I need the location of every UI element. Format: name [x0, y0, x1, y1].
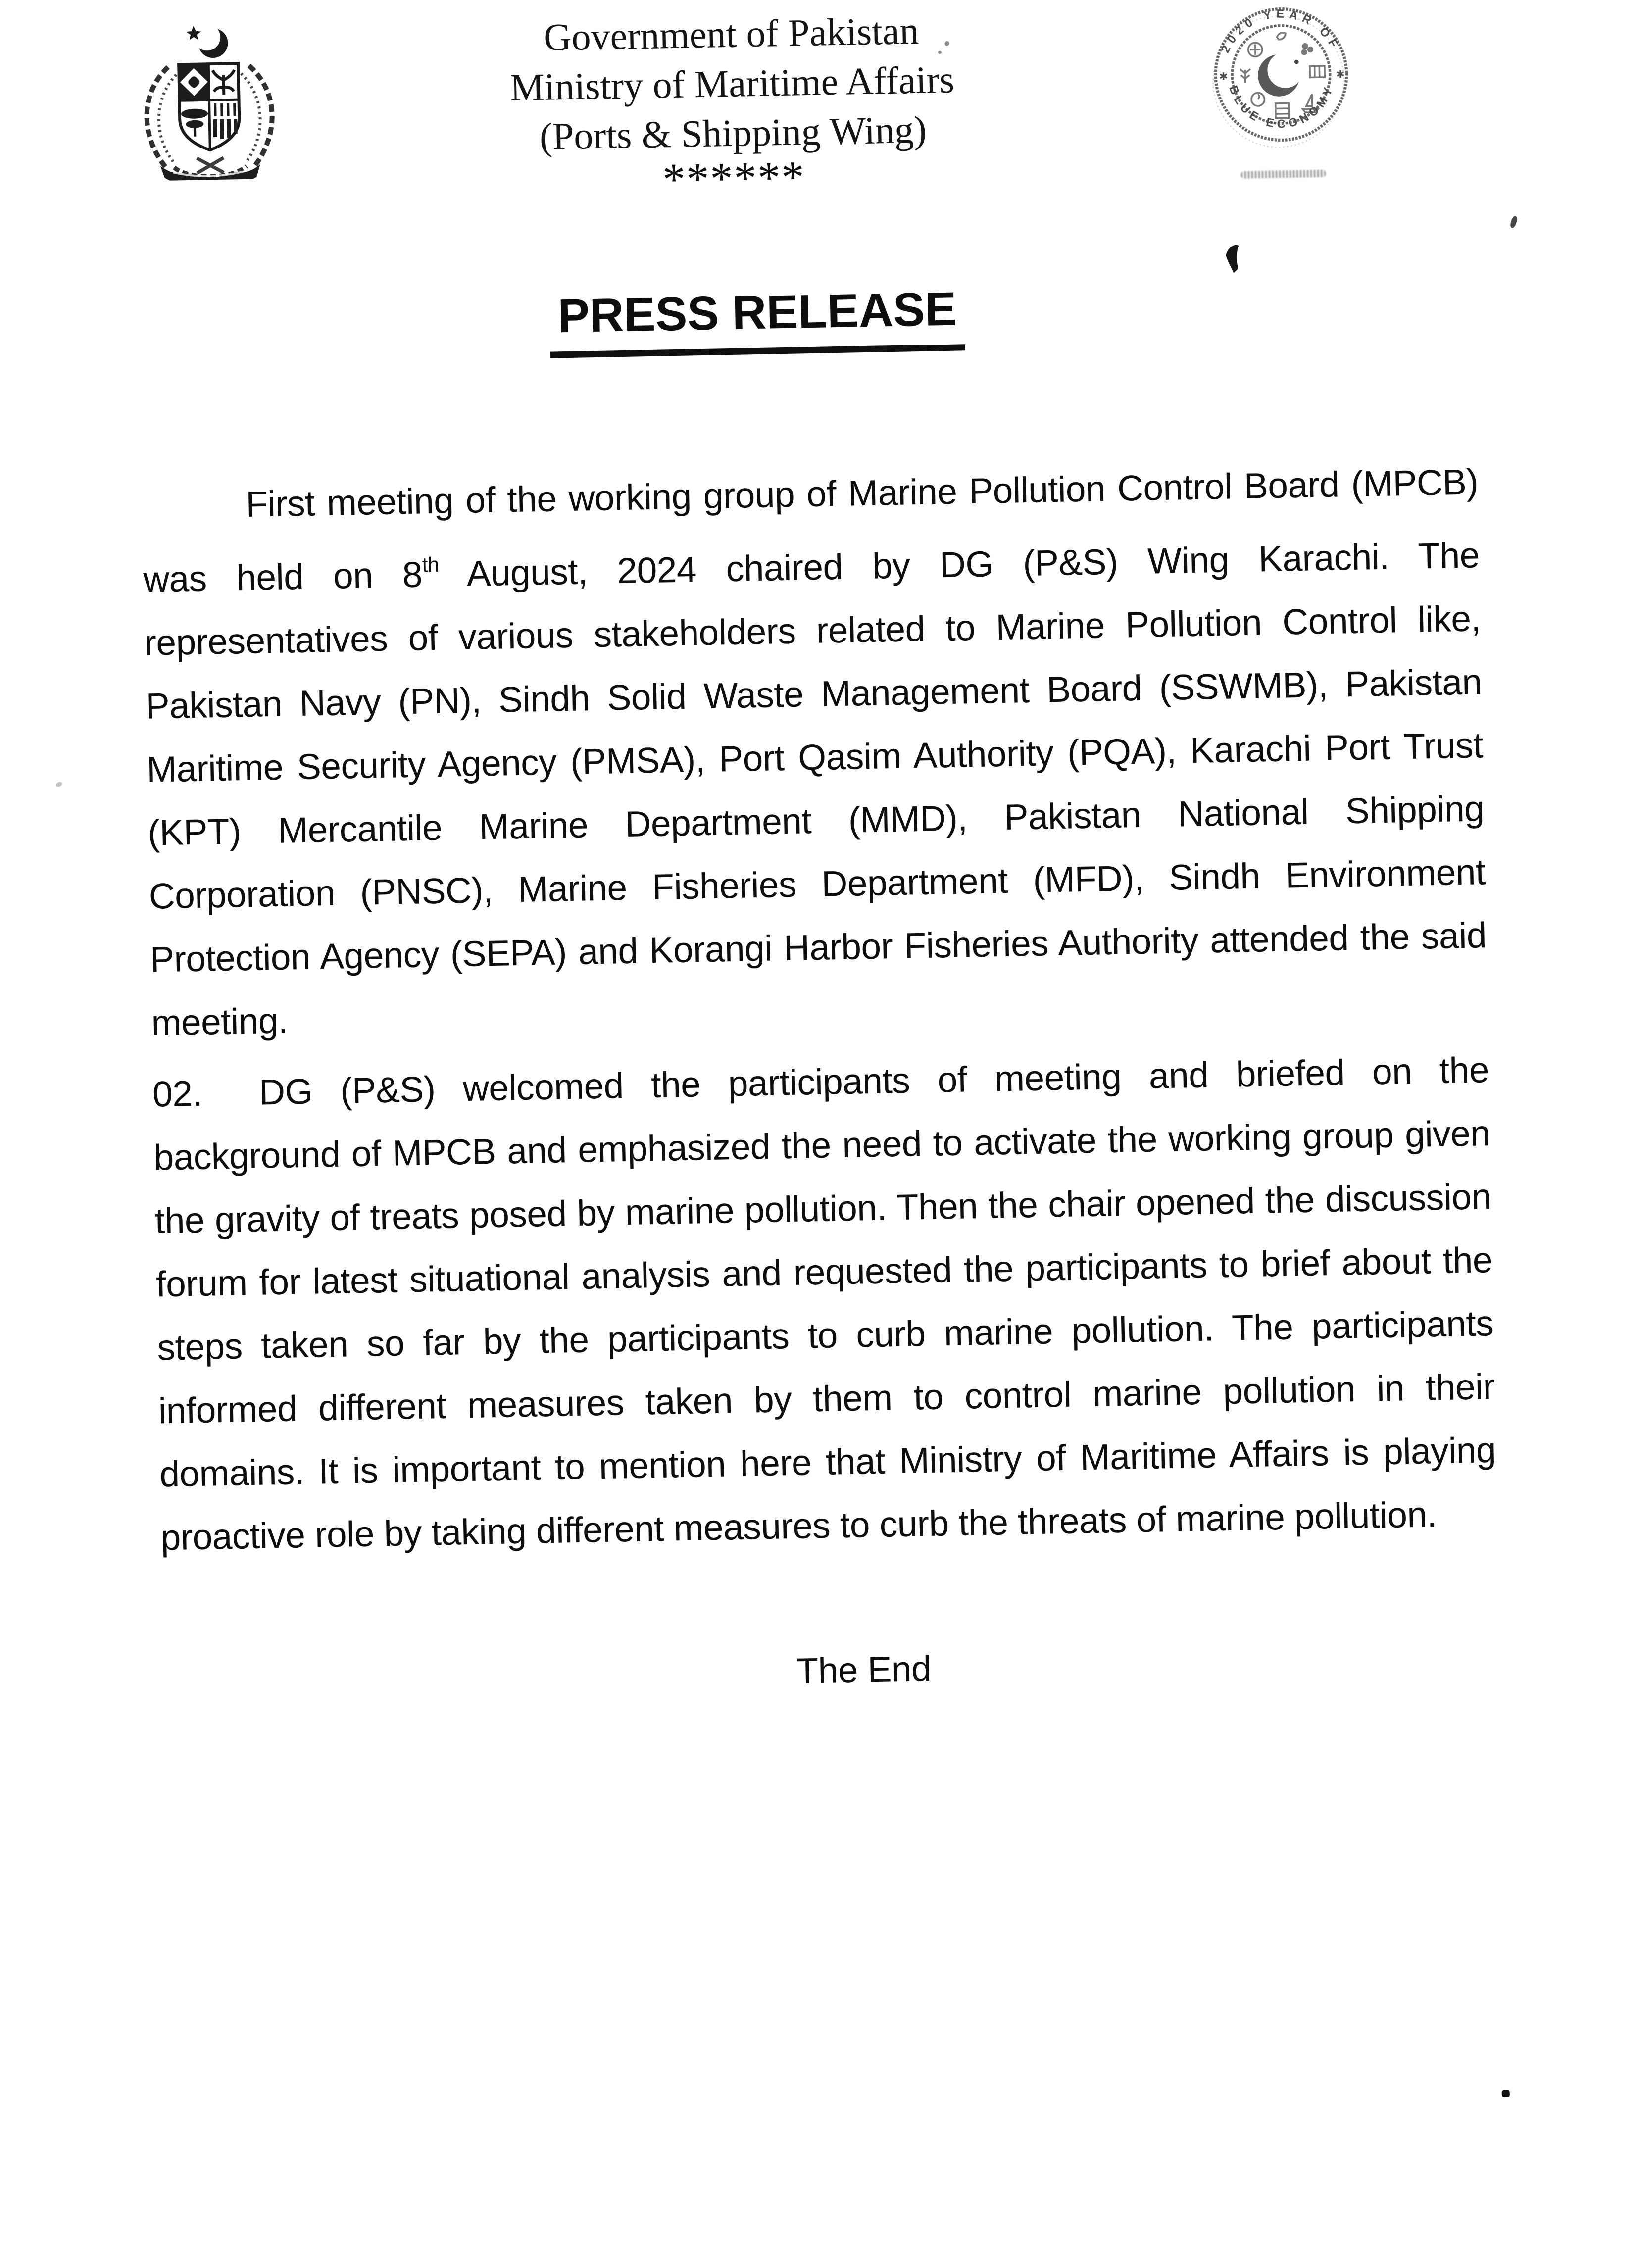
pen-tick-mark [1224, 242, 1244, 275]
blue-economy-seal [1205, 0, 1356, 150]
header-stars: ****** [662, 151, 806, 205]
pakistan-emblem-icon [132, 17, 287, 181]
closing-line: The End [795, 1649, 932, 1691]
paragraph-1-rest: August, 2024 chaired by DG (P&S) Wing Karachi. The representatives of various stakeholders related to Marine Pollution Control like, Pakistan Navy (PN), Sindh Solid Waste Management Board (SSWMB), Pakistan Maritime Security Agency (PMSA), Port Qasim Authority (PQA), Karachi Port Trust (KPT) Mercantile Marine Department (MMD), Pakistan National Shipping Corporation (PNSC), Marine Fisheries Department (MFD), Sindh Environment Protection Agency (SEPA) and Korangi Harbor Fisheries Authority attended the said meeting. [144, 535, 1487, 1043]
ink-dot-bottom-right [1502, 2090, 1510, 2097]
letterhead [285, 1, 1180, 205]
svg-text:✱: ✱ [1336, 68, 1345, 81]
svg-text:✱: ✱ [1219, 71, 1228, 83]
header-wing-line: (Ports & Shipping Wing) [539, 107, 927, 158]
ink-dot-top-right [1509, 215, 1518, 229]
document-body [141, 450, 1500, 1715]
paragraph-2 [152, 1038, 1497, 1570]
svg-text:2020 YEAR OF [1218, 6, 1342, 55]
ink-speck-left-margin [55, 781, 63, 788]
paragraph-1 [141, 450, 1488, 1055]
page-title: PRESS RELEASE [549, 282, 965, 358]
paragraph-1-lead: First meeting of the working group of Marine Pollution Control Board (MPCB) was held on 8 [143, 462, 1479, 600]
seal-ring-bottom-text: BLUE ECONOMY [1226, 82, 1337, 131]
seal-caption-illegible [1241, 170, 1326, 179]
header-ministry-line: Ministry of Maritime Affairs [509, 57, 955, 109]
paragraph-2-number: 02. [152, 1073, 203, 1115]
date-superscript: th [422, 552, 440, 577]
ink-smudge-after-header-line [938, 41, 951, 56]
tab-spacer [202, 1105, 259, 1106]
header-government-line: Government of Pakistan [543, 8, 920, 59]
seal-ring-top-text: 2020 YEAR OF [1218, 7, 1343, 55]
paragraph-2-text: DG (P&S) welcomed the participants of meeting and briefed on the background of MPCB and emphasized the need to activate the working group given the gravity of treats posed by marine pollution. Then the chair opened the discussion forum for latest situational analysis and requested the participants to brief about the steps taken so far by the participants to curb marine pollution. The participants informed different measures taken by them to control marine pollution in their domains. It is important to mention here that Ministry of Maritime Affairs is playing proactive role by taking different measures to curb the threats of marine pollution. [153, 1050, 1496, 1558]
seal-crescent-icon [1257, 52, 1303, 97]
